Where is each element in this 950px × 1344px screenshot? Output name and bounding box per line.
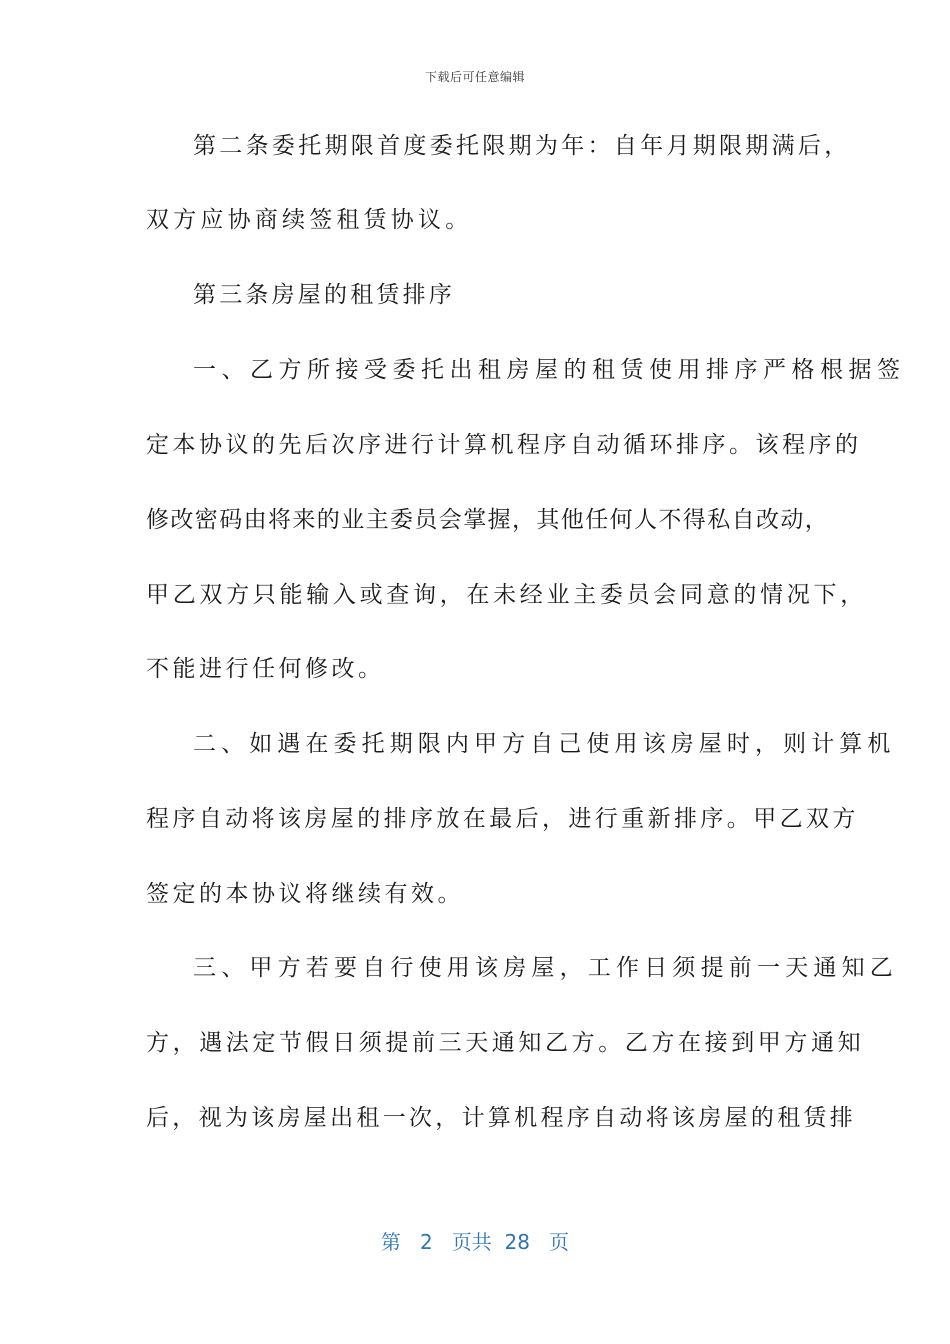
header-note: 下载后可任意编辑 — [424, 70, 525, 84]
text-line: 二、如遇在委托期限内甲方自己使用该房屋时，则计算机 — [193, 731, 896, 757]
text-line: 第三条房屋的租赁排序 — [193, 282, 455, 308]
text-line: 程序自动将该房屋的排序放在最后，进行重新排序。甲乙双方 — [146, 806, 859, 832]
text-line: 签定的本协议将继续有效。 — [146, 881, 464, 907]
current-page-number: 2 — [420, 1230, 433, 1254]
text-line: 方，遇法定节假日须提前三天通知乙方。乙方在接到甲方通知 — [146, 1030, 865, 1056]
text-line: 定本协议的先后次序进行计算机程序自动循环排序。该程序的 — [146, 432, 862, 458]
page-footer — [0, 1226, 950, 1255]
text-line: 双方应协商续签租赁协议。 — [146, 207, 473, 233]
total-pages-number: 28 — [504, 1230, 530, 1254]
footer-suffix: 页 — [549, 1230, 570, 1254]
text-line: 修改密码由将来的业主委员会掌握，其他任何人不得私自改动， — [146, 507, 830, 533]
footer-prefix: 第 — [380, 1230, 401, 1254]
footer-middle: 页共 — [451, 1230, 492, 1254]
text-line: 第二条委托期限首度委托限期为年：自年月期限期满后， — [193, 133, 851, 159]
text-line: 不能进行任何修改。 — [146, 656, 385, 682]
text-line: 三、甲方若要自行使用该房屋，工作日须提前一天通知乙 — [193, 955, 898, 981]
text-line: 后，视为该房屋出租一次，计算机程序自动将该房屋的租赁排 — [146, 1105, 857, 1131]
text-line: 甲乙双方只能输入或查询，在未经业主委员会同意的情况下， — [146, 582, 867, 608]
text-line: 一、乙方所接受委托出租房屋的租赁使用排序严格根据签 — [193, 357, 906, 383]
